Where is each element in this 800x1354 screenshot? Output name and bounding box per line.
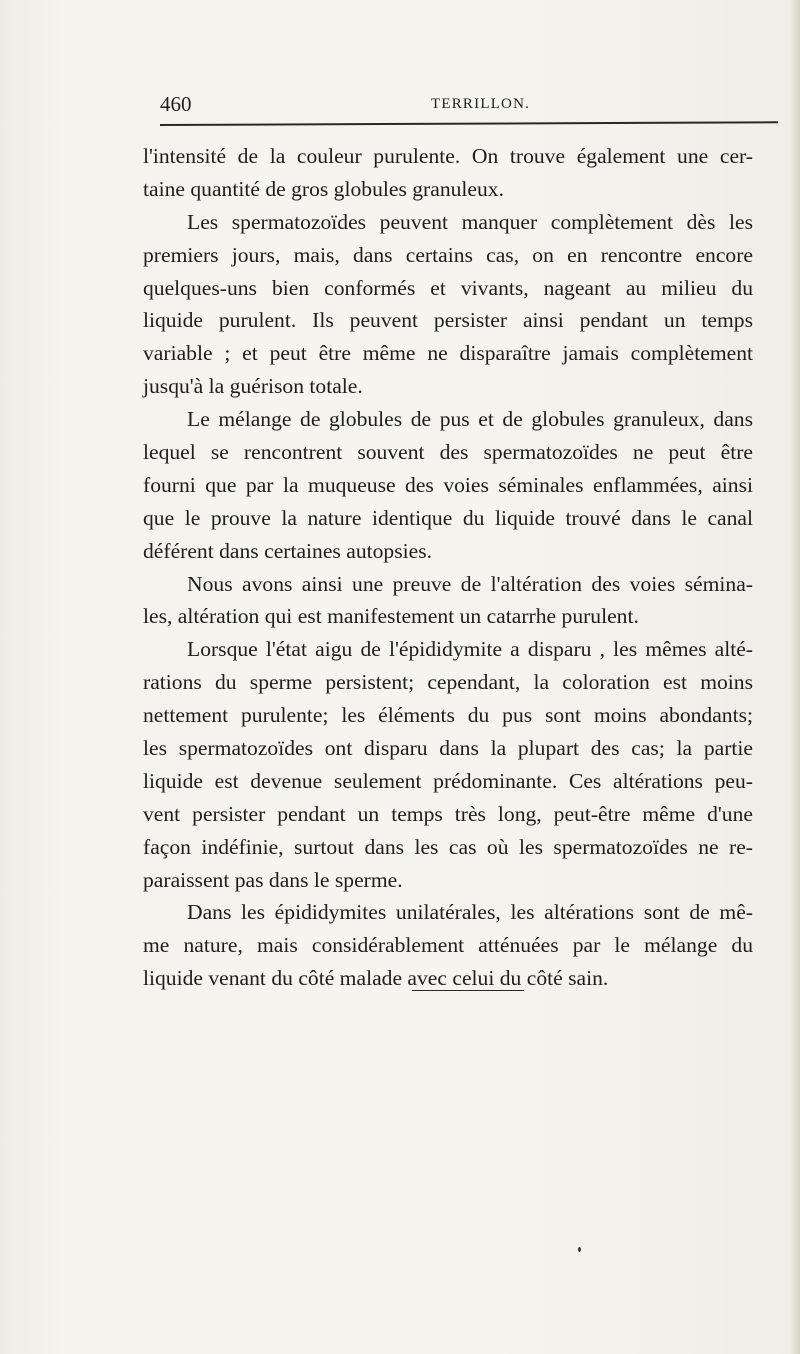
text-line: façon indéfinie, surtout dans les cas où les spermatozoïdes ne re- (143, 834, 753, 859)
text-line: nettement purulente; les éléments du pus sont moins abondants; (143, 703, 753, 728)
paper-speck (578, 1247, 581, 1252)
running-head: TERRILLON. (431, 96, 531, 112)
section-separator-rule (412, 990, 524, 991)
text-line: vent persister pendant un temps très long, peut-être même d'une (143, 801, 753, 826)
text-line: liquide purulent. Ils peuvent persister ainsi pendant un temps (143, 308, 753, 333)
text-line: les, altération qui est manifestement un catarrhe purulent. (143, 604, 639, 629)
text-line: rations du sperme persistent; cependant, la coloration est moins (143, 670, 753, 695)
text-line: fourni que par la muqueuse des voies séminales enflammées, ainsi (143, 472, 753, 497)
text-line: liquide est devenue seulement prédominante. Ces altérations peu- (143, 768, 753, 793)
text-line: Lorsque l'état aigu de l'épididymite a disparu , les mêmes alté- (187, 637, 753, 662)
header-rule (160, 121, 778, 126)
text-line: taine quantité de gros globules granuleux. (143, 176, 504, 201)
text-line: liquide venant du côté malade avec celui du côté sain. (143, 966, 609, 991)
text-line: déférent dans certaines autopsies. (143, 538, 432, 563)
text-line: Nous avons ainsi une preuve de l'altération des voies sémina- (187, 571, 753, 596)
text-line: premiers jours, mais, dans certains cas, on en rencontre encore (143, 242, 753, 267)
text-line: Les spermatozoïdes peuvent manquer complètement dès les (187, 209, 753, 234)
page-edge-shadow (790, 0, 800, 1354)
page-number: 460 (160, 92, 192, 116)
text-line: lequel se rencontrent souvent des spermatozoïdes ne peut être (143, 440, 753, 465)
body-text (143, 140, 753, 995)
text-line: me nature, mais considérablement atténuées par le mélange du (143, 933, 753, 958)
text-line: variable ; et peut être même ne disparaître jamais complètement (143, 341, 753, 366)
text-line: paraissent pas dans le sperme. (143, 867, 403, 892)
text-line: Dans les épididymites unilatérales, les altérations sont de mê- (187, 900, 753, 925)
text-line: l'intensité de la couleur purulente. On trouve également une cer- (143, 144, 753, 168)
text-line: jusqu'à la guérison totale. (143, 374, 363, 399)
text-line: les spermatozoïdes ont disparu dans la plupart des cas; la partie (143, 736, 753, 761)
page-header (160, 92, 780, 122)
text-line: Le mélange de globules de pus et de globules granuleux, dans (187, 407, 753, 432)
text-line: que le prouve la nature identique du liquide trouvé dans le canal (143, 505, 753, 530)
text-line: quelques-uns bien conformés et vivants, nageant au milieu du (143, 275, 753, 300)
